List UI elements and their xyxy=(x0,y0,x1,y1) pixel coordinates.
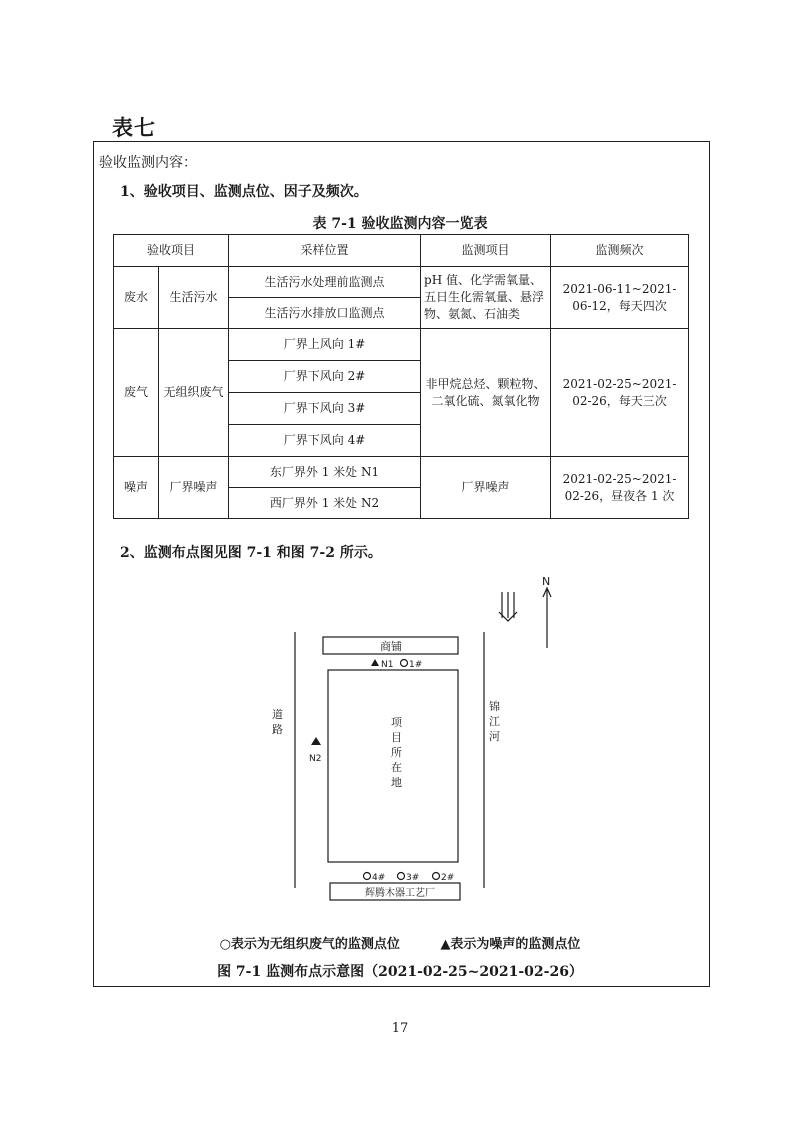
figure-caption: 图 7-1 监测布点示意图（2021-02-25~2021-02-26） xyxy=(217,964,583,980)
shop-label: 商铺 xyxy=(380,640,402,653)
factory-label: 辉腾木器工艺厂 xyxy=(365,888,435,899)
wind-direction-icon xyxy=(499,592,517,621)
monitoring-table xyxy=(113,234,689,519)
gas-items: 非甲烷总烃、颗粒物、二氧化硫、氮氧化物 xyxy=(421,329,551,457)
n2-label: N2 xyxy=(309,754,322,764)
legend-triangle: ▲表示为噪声的监测点位 xyxy=(440,937,581,952)
n1-label: N1 xyxy=(381,660,394,670)
header-items: 监测项目 xyxy=(421,235,551,267)
gas-location-3: 厂界下风向 3# xyxy=(229,393,421,425)
north-arrow-icon xyxy=(543,588,551,648)
gas-point-3 xyxy=(398,873,405,880)
gas-point-2 xyxy=(433,873,440,880)
water-location-2: 生活污水排放口监测点 xyxy=(229,298,421,329)
gas-location-4: 厂界下风向 4# xyxy=(229,425,421,457)
noise-frequency: 2021-02-25~2021-02-26，昼夜各 1 次 xyxy=(551,457,689,519)
table-row xyxy=(114,329,689,361)
water-subcategory: 生活污水 xyxy=(159,267,229,329)
road-label: 道路 xyxy=(272,708,283,736)
water-items: pH 值、化学需氧量、五日生化需氧量、悬浮物、氨氮、石油类 xyxy=(421,267,551,329)
p3-label: 3# xyxy=(406,873,420,883)
header-frequency: 监测频次 xyxy=(551,235,689,267)
noise-location-2: 西厂界外 1 米处 N2 xyxy=(229,488,421,519)
header-location: 采样位置 xyxy=(229,235,421,267)
map-legend xyxy=(0,933,800,952)
project-label: 项目所在地 xyxy=(391,716,402,789)
table-caption: 表 7-1 验收监测内容一览表 xyxy=(312,216,488,232)
river-label: 锦江河 xyxy=(489,700,500,743)
gas-category: 废气 xyxy=(114,329,159,457)
water-frequency: 2021-06-11~2021-06-12，每天四次 xyxy=(551,267,689,329)
p1-label: 1# xyxy=(409,660,423,670)
water-location-1: 生活污水处理前监测点 xyxy=(229,267,421,298)
gas-subcategory: 无组织废气 xyxy=(159,329,229,457)
section-label: 验收监测内容： xyxy=(99,155,197,171)
water-category: 废水 xyxy=(114,267,159,329)
gas-location-2: 厂界下风向 2# xyxy=(229,361,421,393)
p2-label: 2# xyxy=(441,873,455,883)
table-row xyxy=(114,457,689,488)
monitoring-layout-map xyxy=(0,570,800,930)
noise-items: 厂界噪声 xyxy=(421,457,551,519)
legend-circle: ○表示为无组织废气的监测点位 xyxy=(219,937,400,952)
item-2-heading: 2、监测布点图见图 7-1 和图 7-2 所示。 xyxy=(120,545,382,561)
noise-location-1: 东厂界外 1 米处 N1 xyxy=(229,457,421,488)
item-1-heading: 1、验收项目、监测点位、因子及频次。 xyxy=(120,184,368,200)
page-number: 17 xyxy=(391,1021,409,1036)
gas-location-1: 厂界上风向 1# xyxy=(229,329,421,361)
header-category: 验收项目 xyxy=(114,235,229,267)
gas-frequency: 2021-02-25~2021-02-26，每天三次 xyxy=(551,329,689,457)
gas-point-4 xyxy=(364,873,371,880)
gas-point-1 xyxy=(401,660,408,667)
noise-point-n2 xyxy=(311,737,321,745)
north-label: N xyxy=(542,575,551,588)
noise-point-n1 xyxy=(371,659,379,666)
noise-subcategory: 厂界噪声 xyxy=(159,457,229,519)
noise-category: 噪声 xyxy=(114,457,159,519)
section-title: 表七 xyxy=(112,115,156,140)
table-header-row xyxy=(114,235,689,267)
table-row xyxy=(114,267,689,298)
p4-label: 4# xyxy=(372,873,386,883)
